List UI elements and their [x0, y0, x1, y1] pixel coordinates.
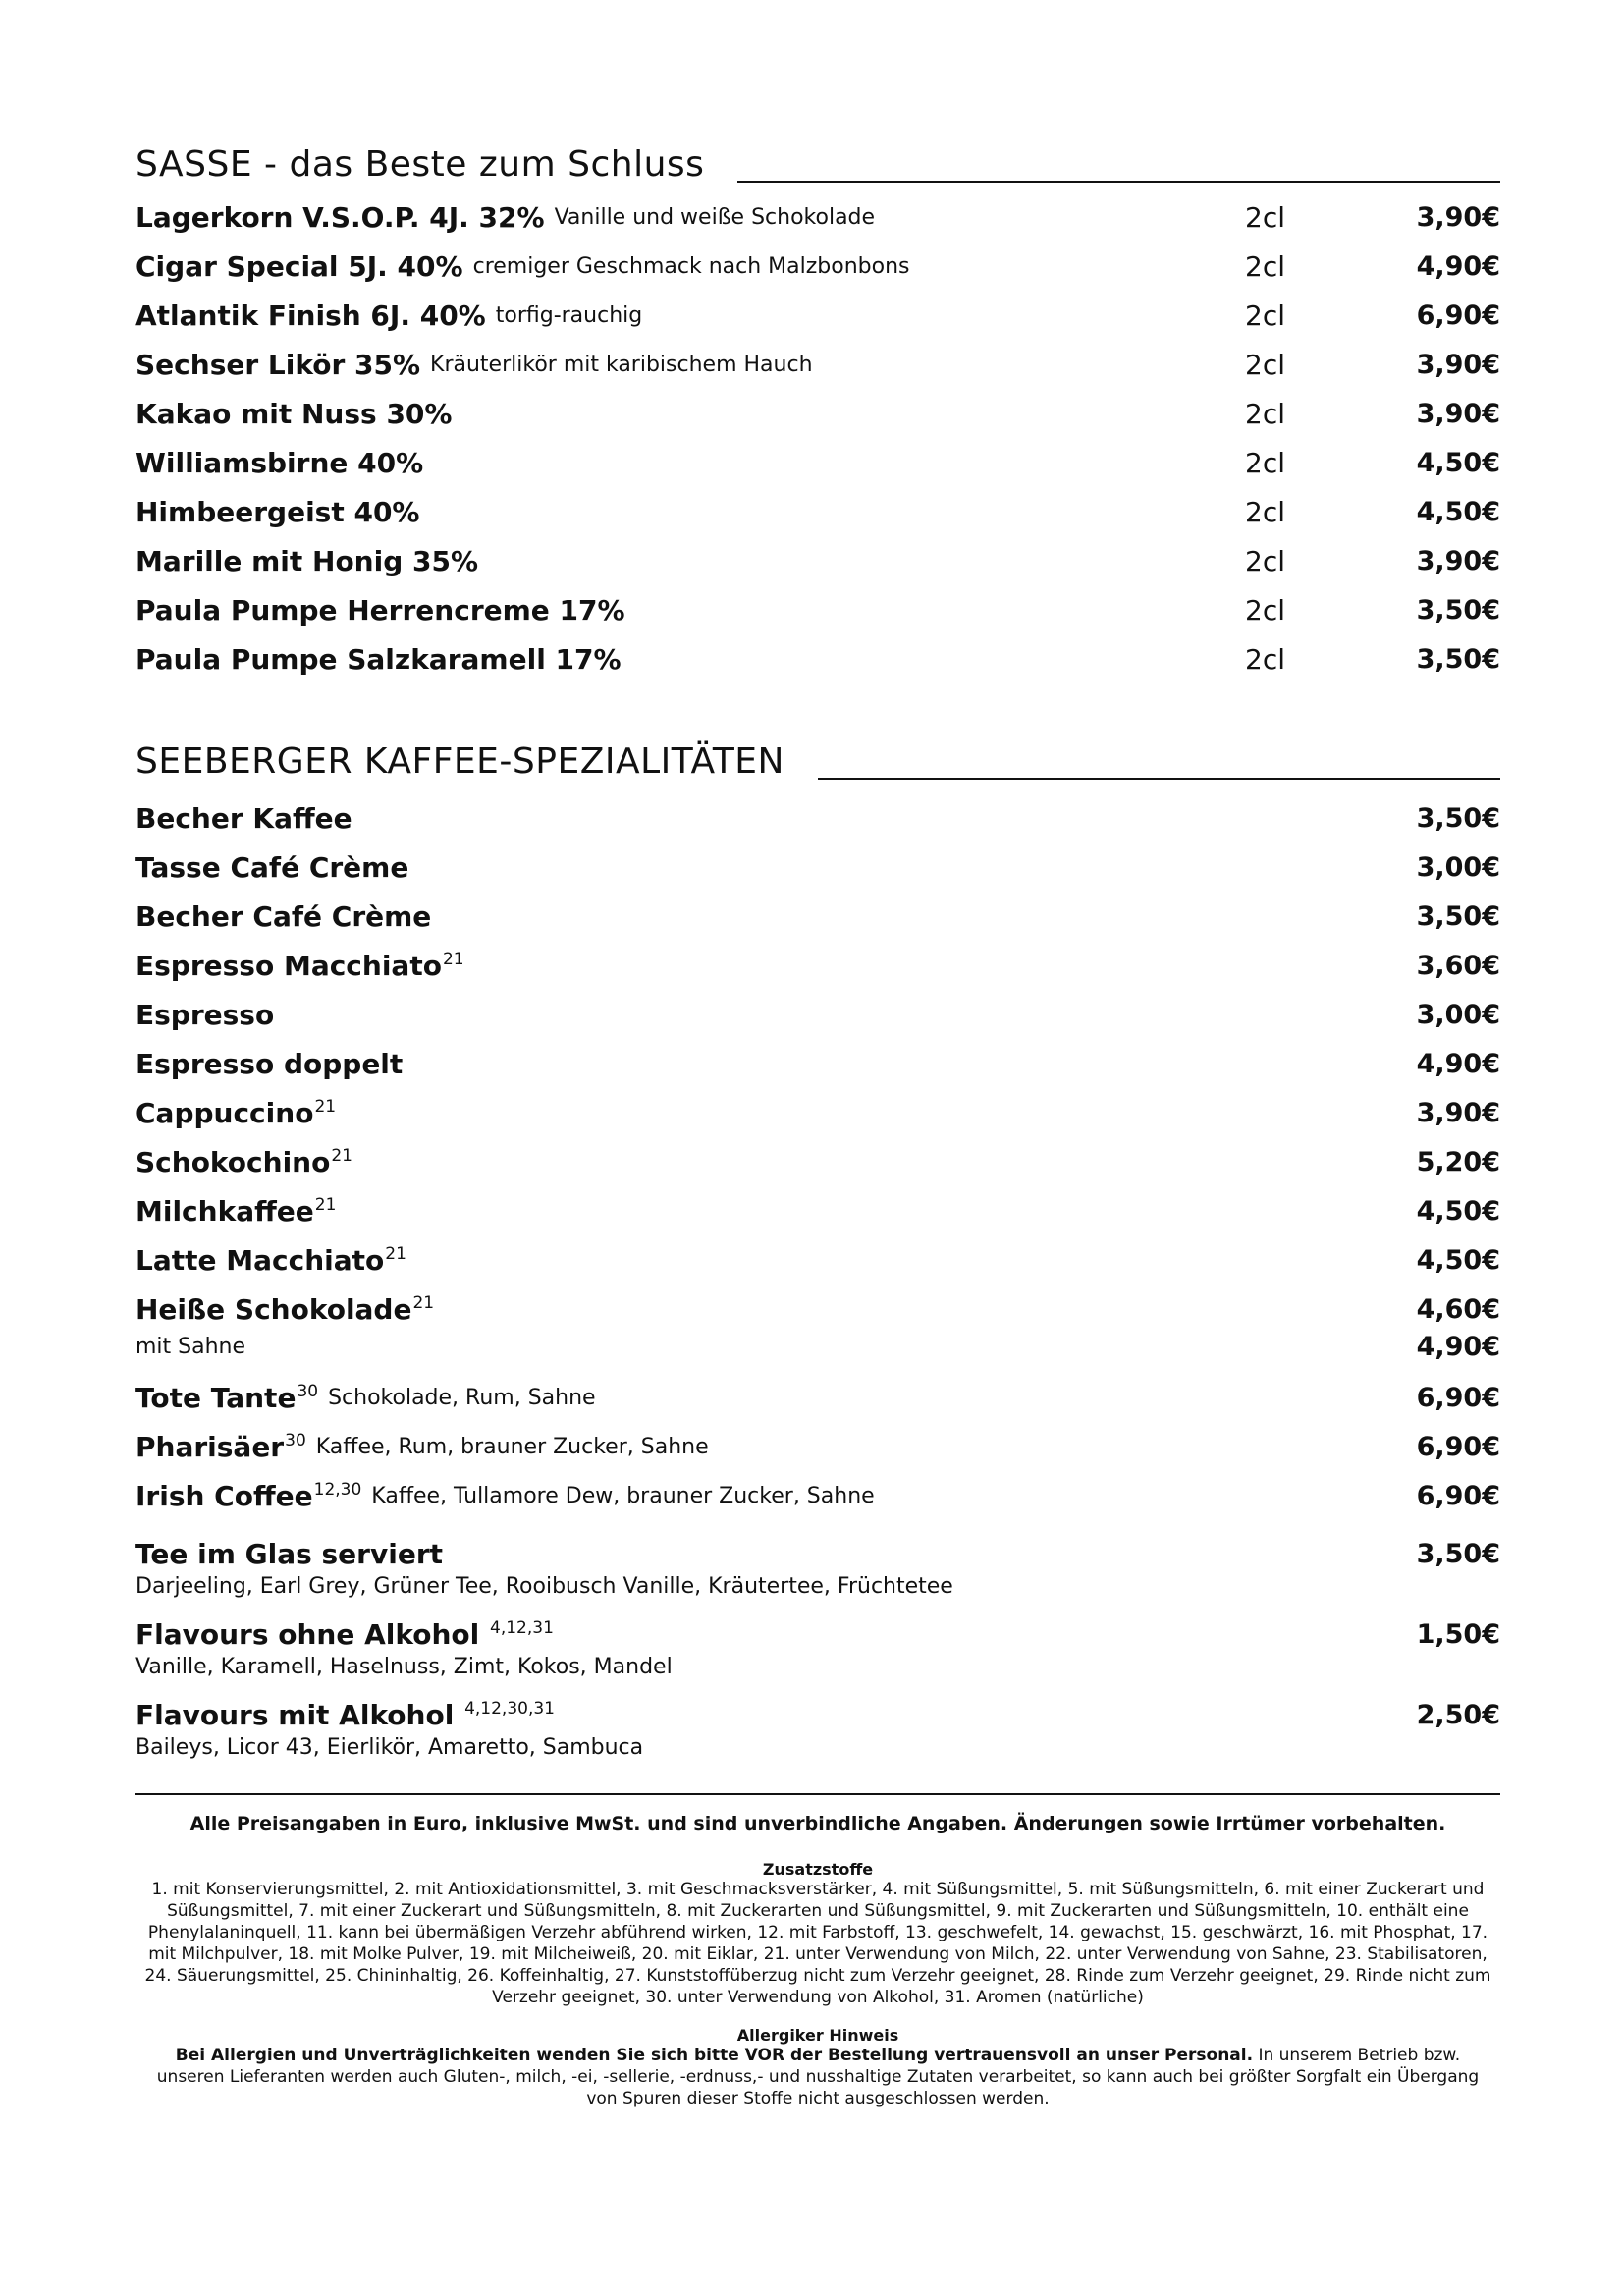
item-name: Milchkaffee$^{21}$: [135, 1194, 337, 1228]
kaffee-item: [135, 1422, 1500, 1471]
item-price: 5,20€: [1416, 1146, 1500, 1177]
item-price: 6,90€: [1416, 1382, 1500, 1413]
allergen-code: 21: [314, 1195, 337, 1216]
item-price: 3,90€: [1416, 201, 1500, 233]
kaffee-title: SEEBERGER KAFFEE-SPEZIALITÄTEN: [135, 741, 784, 782]
item-name: Pharisäer$^{30}$: [135, 1430, 306, 1463]
kaffee-item: [135, 1695, 1500, 1762]
sasse-item: [135, 291, 1500, 340]
item-size: 2cl: [1245, 249, 1285, 283]
sasse-item: [135, 487, 1500, 536]
item-price: 3,50€: [1416, 1538, 1500, 1569]
allergen-code: 4,12,31: [490, 1618, 554, 1639]
item-variant: [135, 1334, 1500, 1361]
item-name: Paula Pumpe Herrencreme 17%: [135, 593, 625, 627]
item-options: Baileys, Licor 43, Eierlikör, Amaretto, Sambuca: [135, 1735, 644, 1760]
item-price: 3,90€: [1416, 1097, 1500, 1128]
item-price: 4,50€: [1416, 447, 1500, 478]
allergen-code: 30: [285, 1431, 306, 1451]
allergy-notice: [135, 2045, 1500, 2109]
sasse-header: [135, 137, 1500, 185]
allergen-code: 4,12,30,31: [464, 1699, 555, 1720]
item-name: Paula Pumpe Salzkaramell 17%: [135, 642, 622, 676]
item-price: 6,90€: [1416, 1480, 1500, 1511]
menu-page: [135, 0, 1500, 2109]
item-name: Espresso doppelt: [135, 1047, 404, 1080]
item-price: 3,50€: [1416, 594, 1500, 626]
item-name: Cappuccino$^{21}$: [135, 1096, 337, 1129]
item-desc: Schokolade, Rum, Sahne: [328, 1385, 596, 1410]
kaffee-item: [135, 1534, 1500, 1601]
item-price: 1,50€: [1416, 1618, 1500, 1650]
item-size: 2cl: [1245, 397, 1285, 430]
sasse-item: [135, 340, 1500, 389]
item-options: Vanille, Karamell, Haselnuss, Zimt, Kokos, Mandel: [135, 1655, 673, 1679]
item-price: 4,90€: [1416, 250, 1500, 282]
kaffee-item: [135, 941, 1500, 990]
item-size: 2cl: [1245, 348, 1285, 381]
sasse-item: [135, 192, 1500, 242]
item-name: Tee im Glas serviert: [135, 1537, 444, 1570]
kaffee-item: [135, 1614, 1500, 1681]
item-price: 3,50€: [1416, 901, 1500, 932]
item-size: 2cl: [1245, 495, 1285, 528]
item-price: 6,90€: [1416, 1431, 1500, 1462]
item-price: 3,90€: [1416, 349, 1500, 380]
item-name: Latte Macchiato$^{21}$: [135, 1243, 406, 1277]
item-name: Tote Tante$^{30}$: [135, 1381, 319, 1414]
item-name: Williamsbirne 40%: [135, 446, 424, 479]
allergen-code: 21: [314, 1097, 337, 1118]
kaffee-item: [135, 892, 1500, 941]
item-name: Flavours ohne Alkohol $^{4,12,31}$: [135, 1617, 554, 1651]
kaffee-item: [135, 1235, 1500, 1285]
kaffee-item: [135, 843, 1500, 892]
allergen-code: 12,30: [313, 1480, 362, 1501]
item-name: Espresso: [135, 998, 275, 1031]
item-size: 2cl: [1245, 593, 1285, 627]
allergen-code: 30: [297, 1382, 319, 1402]
item-price: 4,60€: [1416, 1293, 1500, 1325]
item-price: 4,50€: [1416, 1244, 1500, 1276]
variant-label: mit Sahne: [135, 1335, 246, 1359]
item-size: 2cl: [1245, 642, 1285, 676]
item-price: 3,50€: [1416, 802, 1500, 834]
item-name: Flavours mit Alkohol $^{4,12,30,31}$: [135, 1698, 555, 1731]
kaffee-title-rule: [818, 778, 1500, 780]
variant-price: 4,90€: [1416, 1332, 1500, 1362]
item-name: Cigar Special 5J. 40%: [135, 249, 463, 283]
sasse-item: [135, 634, 1500, 683]
kaffee-list: [135, 793, 1500, 1762]
kaffee-item: [135, 1039, 1500, 1088]
item-price: 3,00€: [1416, 999, 1500, 1030]
item-desc: Vanille und weiße Schokolade: [554, 204, 876, 230]
allergen-code: 21: [412, 1293, 435, 1314]
sasse-item: [135, 242, 1500, 291]
item-name: Becher Kaffee: [135, 801, 352, 835]
kaffee-item: [135, 1285, 1500, 1334]
kaffee-item: [135, 1471, 1500, 1520]
allergy-body: In unserem Betrieb bzw. unseren Lieferanten werden auch Gluten-, milch, -ei, -sellerie, -erdnuss,- und nusshaltige Zutaten verarbeitet, so kann auch bei größter Sorgfalt ein Übergang von Spuren dieser Stoffe nicht ausgeschlossen werden.: [156, 2046, 1480, 2108]
sasse-list: [135, 192, 1500, 683]
item-name: Atlantik Finish 6J. 40%: [135, 299, 486, 332]
item-name: Himbeergeist 40%: [135, 495, 420, 528]
item-desc: Kaffee, Rum, brauner Zucker, Sahne: [315, 1434, 709, 1459]
kaffee-item: [135, 990, 1500, 1039]
item-name: Marille mit Honig 35%: [135, 544, 479, 577]
item-name: Schokochino$^{21}$: [135, 1145, 352, 1178]
item-size: 2cl: [1245, 299, 1285, 332]
item-price: 2,50€: [1416, 1699, 1500, 1730]
sasse-title: SASSE - das Beste zum Schluss: [135, 144, 705, 185]
allergen-code: 21: [385, 1244, 406, 1265]
sasse-item: [135, 536, 1500, 585]
allergy-bold: Bei Allergien und Unverträglichkeiten wenden Sie sich bitte VOR der Bestellung vertrauensvoll an unser Personal.: [175, 2046, 1254, 2065]
item-name: Sechser Likör 35%: [135, 348, 421, 381]
item-price: 3,00€: [1416, 851, 1500, 883]
item-name: Lagerkorn V.S.O.P. 4J. 32%: [135, 200, 545, 234]
item-size: 2cl: [1245, 544, 1285, 577]
item-desc: torfig-rauchig: [495, 302, 643, 328]
kaffee-item: [135, 1137, 1500, 1186]
sasse-item: [135, 389, 1500, 438]
item-name: Kakao mit Nuss 30%: [135, 397, 453, 430]
item-name: Tasse Café Crème: [135, 850, 409, 884]
kaffee-item: [135, 1088, 1500, 1137]
item-price: 3,90€: [1416, 545, 1500, 576]
additives-text: 1. mit Konservierungsmittel, 2. mit Antioxidationsmittel, 3. mit Geschmacksverstärker, 4. mit Süßungsmittel, 5. mit Süßungsmitteln, 6. mit einer Zuckerart und Süßungsmittel, 7. mit einer Zuckerart und Süßungsmitteln, 8. mit Zuckerarten und Süßungsmittel, 9. mit Zuckerarten und Süßungsmitteln, 10. enthält eine Phenylalaninquell, 11. kann bei übermäßigen Verzehr abführend wirken, 12. mit Farbstoff, 13. geschwefelt, 14. gewachst, 15. geschwärzt, 16. mit Phosphat, 17. mit Milchpulver, 18. mit Molke Pulver, 19. mit Milcheiweiß, 20. mit Eiklar, 21. unter Verwendung von Milch, 22. unter Verwendung von Sahne, 23. Stabilisatoren, 24. Säuerungsmittel, 25. Chininhaltig, 26. Koffeinhaltig, 27. Kunststoffüberzug nicht zum Verzehr geeignet, 28. Rinde zum Verzehr geeignet, 29. Rinde nicht zum Verzehr geeignet, 30. unter Verwendung von Alkohol, 31. Aromen (natürliche): [144, 1880, 1491, 2007]
item-price: 4,50€: [1416, 1195, 1500, 1227]
item-options: Darjeeling, Earl Grey, Grüner Tee, Rooibusch Vanille, Kräutertee, Früchtetee: [135, 1574, 953, 1599]
item-size: 2cl: [1245, 200, 1285, 234]
item-desc: Kräuterlikör mit karibischem Hauch: [430, 352, 813, 377]
price-disclaimer: Alle Preisangaben in Euro, inklusive MwSt. und sind unverbindliche Angaben. Änderungen sowie Irrtümer vorbehalten.: [189, 1813, 1446, 1834]
item-price: 3,90€: [1416, 398, 1500, 429]
item-size: 2cl: [1245, 446, 1285, 479]
item-desc: cremiger Geschmack nach Malzbonbons: [472, 253, 910, 279]
item-name: Irish Coffee$^{12,30}$: [135, 1479, 362, 1512]
kaffee-item: [135, 793, 1500, 843]
item-name: Heiße Schokolade$^{21}$: [135, 1292, 435, 1326]
item-name: Becher Café Crème: [135, 900, 432, 933]
kaffee-header: [135, 735, 1500, 782]
item-name: Espresso Macchiato$^{21}$: [135, 949, 464, 982]
item-price: 4,90€: [1416, 1048, 1500, 1079]
item-desc: Kaffee, Tullamore Dew, brauner Zucker, Sahne: [371, 1483, 875, 1508]
kaffee-item: [135, 1373, 1500, 1422]
sasse-item: [135, 438, 1500, 487]
sasse-title-rule: [737, 181, 1500, 183]
allergen-code: 21: [442, 950, 464, 970]
item-price: 6,90€: [1416, 300, 1500, 331]
item-price: 3,60€: [1416, 950, 1500, 981]
allergen-code: 21: [331, 1146, 352, 1167]
additives-title: Zusatzstoffe: [762, 1860, 874, 1879]
footer-divider: [135, 1793, 1500, 1795]
sasse-item: [135, 585, 1500, 634]
kaffee-item: [135, 1186, 1500, 1235]
item-price: 4,50€: [1416, 496, 1500, 527]
allergy-title: Allergiker Hinweis: [736, 2026, 899, 2045]
item-price: 3,50€: [1416, 643, 1500, 675]
